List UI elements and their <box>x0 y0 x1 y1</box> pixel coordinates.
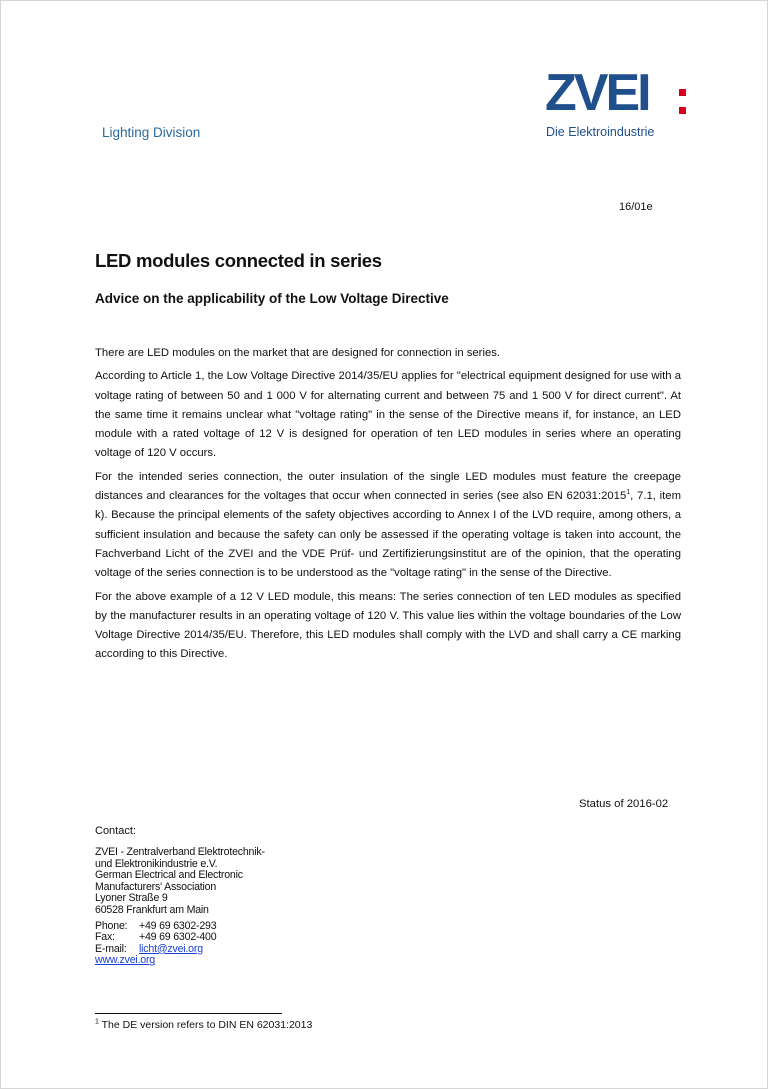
footnote <box>95 1019 312 1031</box>
phone-number: +49 69 6302-293 <box>139 919 217 932</box>
document-reference: 16/01e <box>619 201 653 213</box>
footnote-mark: 1 <box>95 1018 99 1026</box>
email-label: E-mail: <box>95 942 127 955</box>
document-title: LED modules connected in series <box>95 250 382 271</box>
logo-subtitle: Die Elektroindustrie <box>546 125 655 139</box>
status-date: Status of 2016-02 <box>579 798 669 810</box>
paragraph-text: , 7.1, item k). Because the principal elements of the safety objectives according to Annex I of the LVD require, among others, a sufficient insulation and because the safety can only be assessed if the operating voltage is taken into account, the Fachverband Licht of the ZVEI and the VDE Prüf- und Zertifizierungsinstitut are of the opinion, that the operating voltage of the series connection is to be understood as the "voltage rating" in the sense of the Directive. <box>95 490 681 580</box>
paragraph: According to Article 1, the Low Voltage Directive 2014/35/EU applies for "electrical equipment designed for use with a voltage rating of between 50 and 1 000 V for alternating current and between 75 and 1 500 V for direct current". At the same time it remains unclear what "voltage rating" in the sense of the Directive means if, for instance, an LED module with a rated voltage of 12 V is designed for operation of ten LED modules in series where an operating voltage of 120 V occurs. <box>95 370 681 460</box>
logo-colon-icon <box>679 89 687 125</box>
fax-label: Fax: <box>95 931 115 944</box>
address-line: und Elektronikindustrie e.V. <box>95 857 218 870</box>
footnote-text: The DE version refers to DIN EN 62031:2013 <box>98 1019 313 1031</box>
address-line: Lyoner Straße 9 <box>95 892 168 905</box>
address-line: ZVEI - Zentralverband Elektrotechnik- <box>95 846 265 858</box>
address-line: 60528 Frankfurt am Main <box>95 903 209 916</box>
zvei-logo <box>545 64 691 143</box>
paragraph: There are LED modules on the market that are designed for connection in series. <box>95 347 501 359</box>
address-line: Manufacturers' Association <box>95 880 217 893</box>
division-label: Lighting Division <box>102 125 201 140</box>
paragraph <box>95 468 681 584</box>
contact-address <box>95 847 265 967</box>
phone-label: Phone: <box>95 919 128 932</box>
footnote-reference[interactable]: 1 <box>626 489 631 497</box>
paragraph-text: For the intended series connection, the outer insulation of the single LED modules must feature the creepage distances and clearances for the voltages that occur when connected in series (see also EN 62031:2015 <box>95 470 681 503</box>
fax-number: +49 69 6302-400 <box>139 931 217 944</box>
document-subtitle: Advice on the applicability of the Low Voltage Directive <box>95 291 449 306</box>
email-link[interactable]: licht@zvei.org <box>139 942 203 955</box>
address-line: German Electrical and Electronic <box>95 869 243 882</box>
body-text <box>95 344 681 669</box>
logo-wordmark: ZVEI <box>545 64 649 122</box>
footnote-divider <box>95 1013 282 1014</box>
contact-label: Contact: <box>95 825 136 837</box>
website-link[interactable]: www.zvei.org <box>95 954 156 967</box>
paragraph: For the above example of a 12 V LED module, this means: The series connection of ten LED modules as specified by the manufacturer results in an operating voltage of 120 V. This value lies within the voltage boundaries of the Low Voltage Directive 2014/35/EU. Therefore, this LED modules shall comply with the LVD and shall carry a CE marking according to this Directive. <box>95 590 681 661</box>
